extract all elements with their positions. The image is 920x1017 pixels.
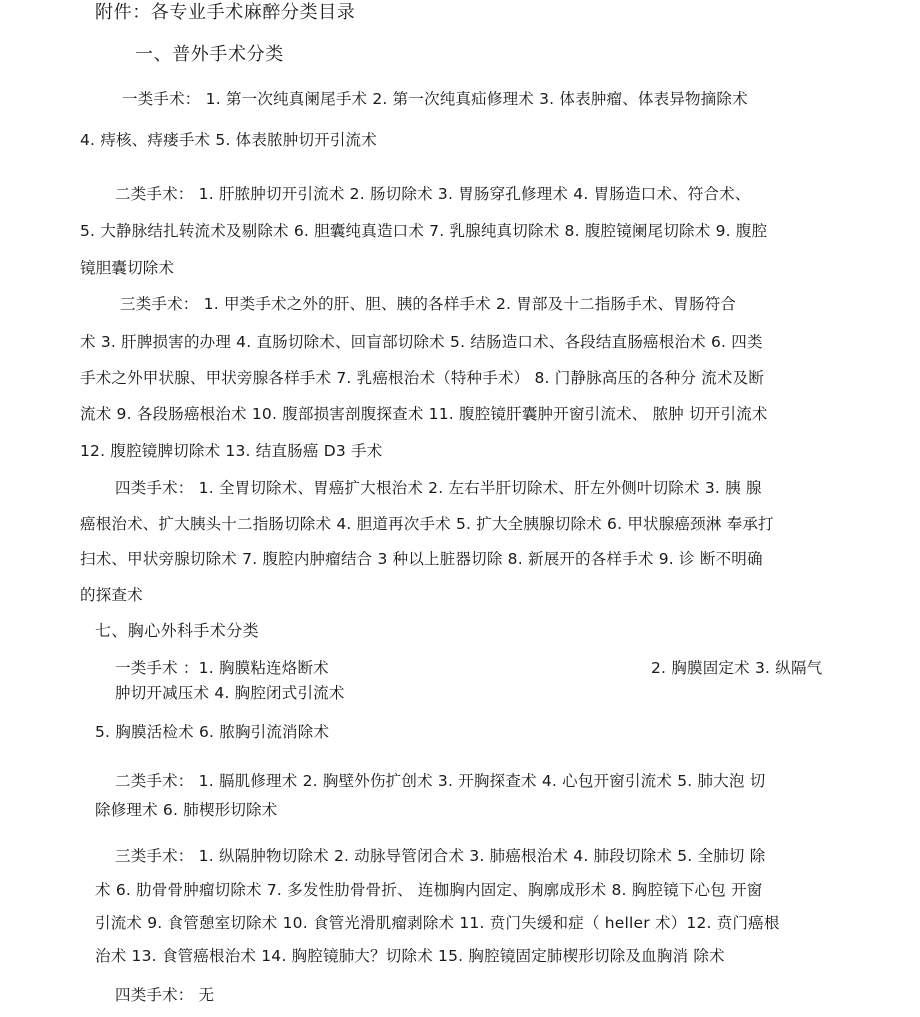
thoracic-class1-line: 一类手术 ：1. 胸膜粘连烙断术 — [115, 659, 329, 677]
general-class3-line: 三类手术： 1. 甲类手术之外的肝、胆、胰的各样手术 2. 胃部及十二指肠手术、胃肠符合 — [120, 295, 737, 313]
thoracic-class3-line: 引流术 9. 食管憩室切除术 10. 食管光滑肌瘤剥除术 11. 贲门失缓和症（ heller 术）12. 贲门癌根 — [95, 914, 780, 932]
general-class3-line: 术 3. 肝脾损害的办理 4. 直肠切除术、回盲部切除术 5. 结肠造口术、各段结直肠癌根治术 6. 四类 — [80, 333, 763, 351]
thoracic-class1-line: 5. 胸膜活检术 6. 脓胸引流消除术 — [95, 723, 330, 741]
general-class3-line: 12. 腹腔镜脾切除术 13. 结直肠癌 D3 手术 — [80, 442, 383, 460]
thoracic-class2-line: 二类手术： 1. 膈肌修理术 2. 胸壁外伤扩创术 3. 开胸探查术 4. 心包开窗引流术 5. 肺大泡 切 — [115, 772, 766, 790]
page-title: 附件：各专业手术麻醉分类目录 — [95, 2, 356, 23]
general-class2-line: 5. 大静脉结扎转流术及剔除术 6. 胆囊纯真造口术 7. 乳腺纯真切除术 8. 腹腔镜阑尾切除术 9. 腹腔 — [80, 222, 768, 240]
general-class4-line: 扫术、甲状旁腺切除术 7. 腹腔内肿瘤结合 3 种以上脏器切除 8. 新展开的各样手术 9. 诊 断不明确 — [80, 550, 763, 568]
thoracic-class3-line: 三类手术： 1. 纵隔肿物切除术 2. 动脉导管闭合术 3. 肺癌根治术 4. 肺段切除术 5. 全肺切 除 — [115, 847, 766, 865]
general-class4-line: 四类手术： 1. 全胃切除术、胃癌扩大根治术 2. 左右半肝切除术、肝左外侧叶切除术 3. 胰 腺 — [115, 479, 762, 497]
general-class2-line: 镜胆囊切除术 — [80, 259, 175, 277]
thoracic-class3-line: 术 6. 肋骨骨肿瘤切除术 7. 多发性肋骨骨折、 连枷胸内固定、胸廓成形术 8. 胸腔镜下心包 开窗 — [95, 881, 763, 899]
section-heading-general-surgery: 一、普外手术分类 — [135, 44, 284, 65]
section-heading-thoracic-surgery: 七、胸心外科手术分类 — [95, 621, 260, 640]
general-class2-line: 二类手术： 1. 肝脓肿切开引流术 2. 肠切除术 3. 胃肠穿孔修理术 4. 胃肠造口术、符合术、 — [115, 185, 751, 203]
thoracic-class2-line: 除修理术 6. 肺楔形切除术 — [95, 801, 278, 819]
thoracic-class4-line: 四类手术： 无 — [115, 986, 215, 1004]
general-class4-line: 的探查术 — [80, 586, 143, 604]
general-class3-line: 手术之外甲状腺、甲状旁腺各样手术 7. 乳癌根治术（特种手术） 8. 门静脉高压的各种分 流术及断 — [80, 369, 765, 387]
thoracic-class1-line-right: 2. 胸膜固定术 3. 纵隔气 — [651, 659, 823, 677]
thoracic-class3-line: 治术 13. 食管癌根治术 14. 胸腔镜肺大？切除术 15. 胸腔镜固定肺楔形切除及血胸消 除术 — [95, 947, 725, 965]
thoracic-class1-line: 肿切开减压术 4. 胸腔闭式引流术 — [115, 684, 345, 702]
general-class1-line: 一类手术： 1. 第一次纯真阑尾手术 2. 第一次纯真疝修理术 3. 体表肿瘤、体表异物摘除术 — [122, 90, 748, 108]
general-class3-line: 流术 9. 各段肠癌根治术 10. 腹部损害剖腹探查术 11. 腹腔镜肝囊肿开窗引流术、 脓肿 切开引流术 — [80, 405, 768, 423]
general-class1-line: 4. 痔核、痔瘘手术 5. 体表脓肿切开引流术 — [80, 131, 377, 149]
general-class4-line: 癌根治术、扩大胰头十二指肠切除术 4. 胆道再次手术 5. 扩大全胰腺切除术 6. 甲状腺癌颈淋 奉承打 — [80, 515, 774, 533]
